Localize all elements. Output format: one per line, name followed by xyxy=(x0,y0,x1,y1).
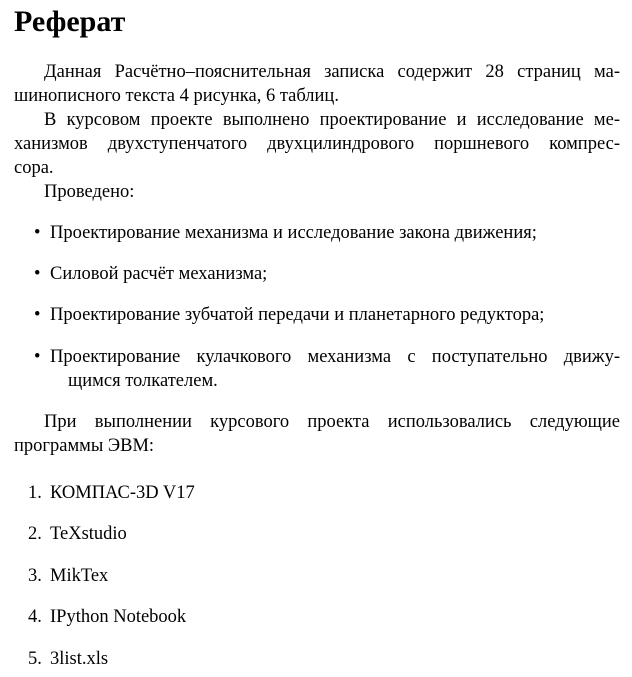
program-name: 3list.xls xyxy=(50,649,109,669)
intro-paragraph-1-line-2: шинописного текста 4 рисунка, 6 таблиц. xyxy=(14,86,339,106)
intro-paragraph-2-line-1: В курсовом проекте выполнено проектирование и исследование ме- xyxy=(44,110,620,130)
item-number: 3. xyxy=(28,566,42,586)
program-name: IPython Notebook xyxy=(50,607,187,627)
bullet-text: Проектирование зубчатой передачи и планетарного редуктора; xyxy=(50,305,545,325)
program-name: TeXstudio xyxy=(50,524,127,544)
bullet-dot: • xyxy=(34,223,41,243)
bullet-text: Проектирование кулачкового механизма с поступательно движу- xyxy=(50,347,620,367)
intro-paragraph-3: Проведено: xyxy=(44,182,135,202)
bullet-dot: • xyxy=(34,305,41,325)
programs-intro-line-2: программы ЭВМ: xyxy=(14,436,155,456)
bullet-text: Силовой расчёт механизма; xyxy=(50,264,268,284)
item-number: 2. xyxy=(28,524,42,544)
page-title: Реферат xyxy=(14,5,126,38)
program-name: MikTex xyxy=(50,566,109,586)
intro-paragraph-2-line-3: сора. xyxy=(14,158,54,178)
program-name: КОМПАС-3D V17 xyxy=(50,483,195,503)
bullet-text: Проектирование механизма и исследование закона движения; xyxy=(50,223,537,243)
item-number: 5. xyxy=(28,649,42,669)
intro-paragraph-1-line-1: Данная Расчётно–пояснительная записка содержит 28 страниц ма- xyxy=(44,62,620,82)
bullet-dot: • xyxy=(34,264,41,284)
intro-paragraph-2-line-2: ханизмов двухступенчатого двухцилиндрового поршневого компрес- xyxy=(14,134,620,154)
item-number: 1. xyxy=(28,483,42,503)
bullet-dot: • xyxy=(34,347,41,367)
programs-intro-line-1: При выполнении курсового проекта использовались следующие xyxy=(44,412,620,432)
bullet-text-continuation: щимся толкателем. xyxy=(68,371,218,391)
item-number: 4. xyxy=(28,607,42,627)
